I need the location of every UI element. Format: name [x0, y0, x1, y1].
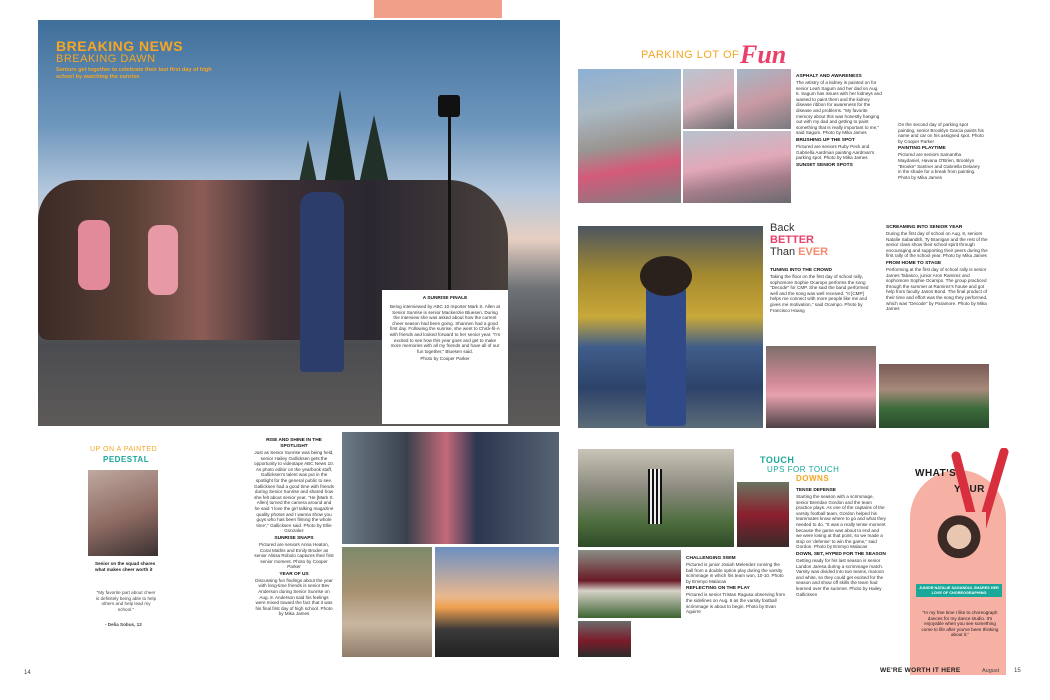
back-title-d: EVER	[798, 246, 829, 258]
cheer-stunt-photo	[88, 470, 158, 556]
back-title-line	[770, 246, 828, 258]
tense-defense-column	[796, 488, 886, 597]
screaming-body: During the first day of school on Aug. 8, seniors Natalie Sabandith, Ty Branigan and the rest of the senior class show their school spirit through encouraging and supporting their peers during the first rally of the school year. Photo by Mika James	[886, 231, 988, 259]
band-rally-photo	[879, 364, 989, 428]
ball-run-photo	[578, 550, 681, 618]
painting-playtime-body: Pictured are seniors Samantha Maydaniel, Havana O'Brien, Brooklyn "Brooke" Santner and Gabriella Delaney in the shade for a break from painting. Photo by Mika James	[898, 152, 980, 180]
challenging-column	[686, 556, 788, 615]
pedestal-quote: "My favorite part about cheer is definitely being able to help others and help lead my school."	[95, 590, 157, 612]
painting-kidney-photo	[578, 69, 681, 203]
touch-title-c: DOWNS	[796, 474, 830, 483]
referee-figure	[648, 469, 662, 524]
hero-sunrise-photo	[38, 20, 560, 426]
screaming-column	[886, 225, 990, 312]
home-stage-head: FROM HOME TO STAGE	[886, 260, 942, 266]
sunrise-finale-credit: Photo by Cooper Parker	[420, 356, 470, 362]
singer-hair	[640, 256, 692, 296]
pink-top-student	[78, 220, 110, 290]
spotlight-head: RISE AND SHINE IN THE SPOTLIGHT	[266, 438, 322, 449]
sunrise-snaps-body: Pictured are seniors Anna Heaton, Coral Mathis and Emily Broder as senior Alissa Robolo captures their first senior moment. Photo by Cooper Parker	[254, 541, 334, 570]
parking-column-2	[898, 122, 984, 180]
year-of-us-head: YEAR OF US	[279, 571, 309, 577]
touch-title-a: TOUCH	[760, 455, 795, 465]
year-of-us-body: Discussing fun findings about the year with long-time friends is senior Bev Anderson during Senior Sunrise on Aug. 8. Anderson said his feelings were mixed toward the fact that it was his final first day of high school. Photo by Mika James	[255, 577, 333, 617]
reporter-figure	[300, 192, 344, 372]
back-title-c: Than	[770, 246, 796, 258]
back-title-b: BETTER	[770, 234, 814, 246]
challenging-head: CHALLENGING SWIM	[686, 556, 736, 561]
brushing-head: BRUSHING UP THE SPOT	[796, 137, 855, 143]
whats-title-a: WHAT'S	[915, 468, 957, 479]
parking-title-b: Fun	[740, 40, 787, 69]
left-page-number: 14	[24, 670, 31, 676]
sunrise-finale-box	[382, 290, 508, 424]
pedestal-photo-caption: Senior on the squad shares what makes cheer worth it	[95, 561, 156, 572]
year-of-us-photo	[435, 547, 559, 657]
spotlight-column	[254, 438, 334, 617]
spotlight-body: Just as Senior Sunrise was being held, senior Hailey Gallicksen gets the opportunity to videotape ABC News 10. As photo editor on the yearbook staff, Gallicksen's talent was put in the spotlight for the general public to see. Gallicksen had a good time with friends during Senior Sunrise and shared how she felt about senior year. "He [Mark S. Allen] turned the camera around and he said 'I love the girl talking magazine quality photos and I wanna show you guys who has been filming the whole time'," Gallicksen said. Photo by Ellie Gonzalez	[254, 450, 334, 534]
scrimmage-photo	[578, 449, 734, 547]
parking-column-1	[796, 74, 882, 169]
footer-month: August	[982, 668, 1000, 674]
camera-tripod	[438, 95, 460, 117]
screaming-head: SCREAMING INTO SENIOR YEAR	[886, 225, 963, 230]
asphalt-head: ASPHALT AND AWARENESS	[796, 74, 862, 79]
whats-title-b: YOUR	[954, 484, 985, 495]
sunset-spots-body: On the second day of parking spot painting, senior Brooklyn Garcia paints his name and car on his assigned spot. Photo by Cooper Parker	[898, 122, 984, 144]
tuning-head: TUNING INTO THE CROWD	[770, 268, 833, 273]
down-set-head: DOWN, SET, HYPED FOR THE SEASON	[796, 551, 886, 557]
sunrise-finale-body: Being interviewed by ABC 10 reporter Mark S. Allen at Senior Sunrise is senior Mackenzie Bluesen. During the interview she was asked about how the current cheer season had been going. Shannen had a good first day. Following the sunrise, she went to Chick-fil-A with friends and looked forward to her senior year. "I'm excited to see how this year goes and get to make more memories with all my friends and have all of our fun together," Bluesen said.	[389, 304, 501, 354]
parking-spot-photo	[737, 69, 791, 129]
breaking-deck: Seniors get together to celebrate their last first day of high school by watching the sunrise	[56, 67, 212, 80]
pedestal-kicker: UP ON A PAINTED	[90, 446, 158, 453]
painting-playtime-head: PAINTING PLAYTIME	[898, 146, 946, 152]
footer-title: WE'RE WORTH IT HERE	[880, 667, 961, 674]
sunrise-finale-head: A SUNRISE FINALE	[422, 296, 468, 301]
whats-banner: JUNIOR NATALIE SAGANDUL SHARES HER LOVE OF CHOREOGRAPHING	[916, 584, 1002, 597]
sideline-player-photo	[578, 621, 631, 657]
down-set-body: Getting ready for his last season is senior Landon Jaresa during a scrimmage match. Varsity was divided into two teams, maroon and white, so they could get excited for the season and show off skills the team had learned over the summer. Photo by Hailey Gallicksen	[796, 557, 884, 597]
pink-top-student	[148, 225, 178, 295]
rally-singer-photo	[578, 226, 763, 428]
tense-defense-head: TENSE DEFENSE	[796, 488, 836, 493]
whats-quote: "In my free time I like to choreograph dances for my dance studio. It's enjoyable when you see something come to life after you've been thinking about it."	[921, 610, 999, 638]
gutter-top-strip	[374, 0, 502, 18]
pedestal-quote-by: - Delia Sobus, 12	[105, 622, 142, 627]
sunrise-snaps-head: SUNRISE SNAPS	[274, 535, 314, 541]
back-title-a: Back	[770, 222, 795, 234]
pedestal-title: PEDESTAL	[103, 455, 150, 464]
sideline-photo	[737, 482, 789, 547]
seniors-cheering-photo	[766, 346, 876, 428]
brushing-body: Pictured are seniors Ruby Peck and Gabriella Aardman painting Aardman's parking spot. Photo by Mika James	[796, 143, 875, 161]
sunrise-snaps-photo	[342, 547, 432, 657]
parking-title-a: PARKING LOT OF	[641, 49, 740, 61]
breaking-subtitle: BREAKING DAWN	[56, 53, 156, 65]
back-title	[770, 222, 828, 258]
sunset-spots-head: SUNSET SENIOR SPOTS	[796, 162, 853, 168]
tense-defense-body: Starting the season with a scrimmage, senior Brendan Gordon and the team practice plays. As one of the captains of the varsity football team, Gordon helped his teammates know where to go and what they needed to do. "It was a really tense moment because the game was about to end and we were losing at that point, so we made a stop on 'defense' to win the game," said Gordon. Photo by Emmyo Malacas	[796, 494, 886, 550]
interview-photo	[342, 432, 559, 544]
tuning-body: Taking the floor on the first day of school rally, sophomore Sophie Ocampo performs the song "Decode" for CMP. She said the band performed well and the song was well received. "It [CMP] helps me connect with more people like me and gives me motivation," said Ocampo. Photo by Francisco Hoang	[770, 274, 869, 313]
camera-tripod	[448, 115, 451, 315]
tuning-column	[770, 268, 872, 313]
dancer-portrait	[932, 512, 986, 574]
reflecting-head: REFLECTING ON THE PLAY	[686, 586, 750, 592]
parking-spot-photo	[683, 69, 734, 129]
breaking-title: BREAKING NEWS	[56, 38, 184, 54]
challenging-body: Pictured is junior Josiah Melendez running the ball from a double option play during the varsity scrimmage in which his team won, 10-10. Photo by Emmyo Malacas	[686, 562, 784, 584]
touch-title-b: UPS FOR TOUCH	[767, 465, 840, 474]
right-page-number: 15	[1014, 668, 1021, 674]
painting-spot-photo	[683, 131, 791, 203]
home-stage-body: Performing at the first day of school rally is senior James Tabasco, junior Aron Ramirez and sophomore Sophie Ocampo. The group practiced through the summer at Ramirez's house and got help from faculty Jason Bond. The final product of their time and effort was the song they performed, which was "Decode" by Paramore. Photo by Mika James	[886, 266, 988, 312]
singer-figure	[646, 276, 686, 426]
asphalt-body: The artistry of a kidney is painted on for senior Leah Sagum and her dad on Aug. 5. Sagum has issues with her kidneys and wanted to paint them and the kidney disease ribbon for awareness for the disease and problems. "My favorite memory about this was honestly hanging out with my dad and getting to paint something that is really important to me," said Sagum. Photo by Mika James	[796, 80, 882, 136]
reflecting-body: Pictured is senior Tristan Ragusa observing from the sidelines on Aug. 9 as the varsity football scrimmage is about to begin. Photo by Evan Aguirre	[686, 592, 786, 615]
